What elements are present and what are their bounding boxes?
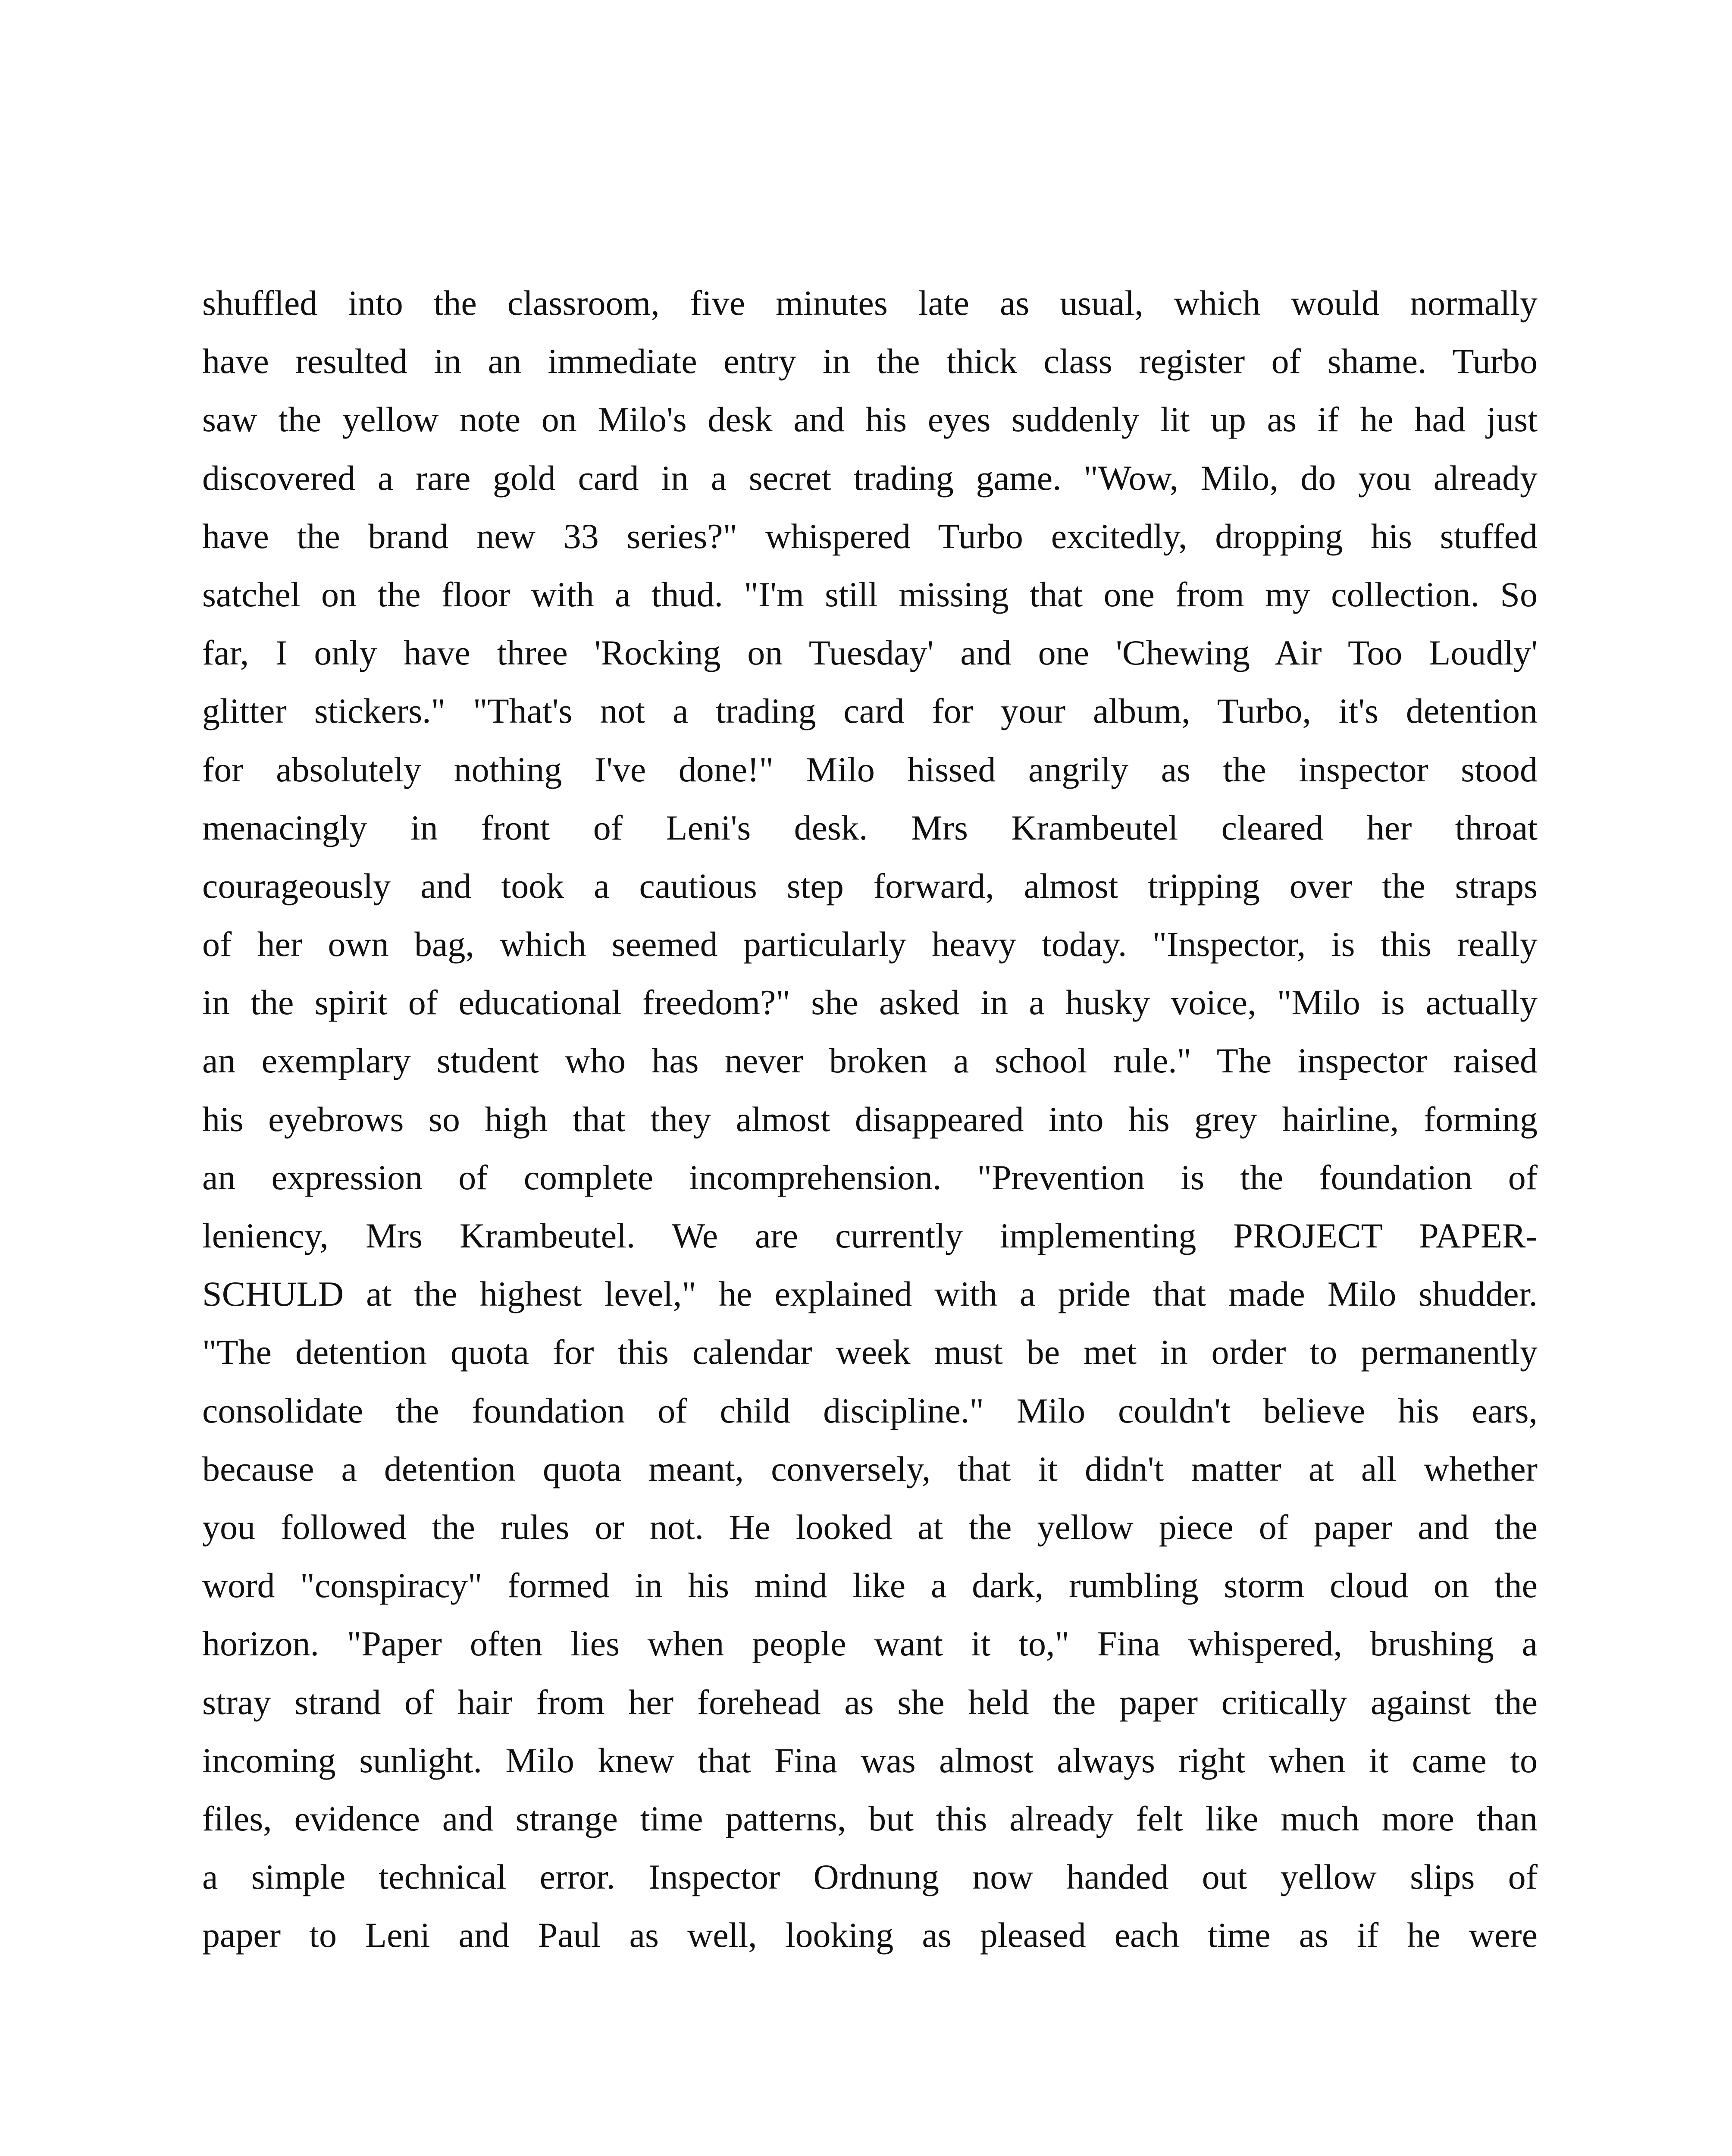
text-line: menacingly in front of Leni's desk. Mrs Krambeutel cleared her throat (202, 808, 1538, 847)
text-line: discovered a rare gold card in a secret trading game. "Wow, Milo, do you already (202, 458, 1538, 498)
body-text (202, 274, 1538, 1964)
text-line: word "conspiracy" formed in his mind like a dark, rumbling storm cloud on the (202, 1566, 1538, 1605)
text-line: SCHULD at the highest level," he explained with a pride that made Milo shudder. (202, 1274, 1538, 1314)
text-line: far, I only have three 'Rocking on Tuesday' and one 'Chewing Air Too Loudly' (202, 633, 1538, 673)
text-line: paper to Leni and Paul as well, looking as pleased each time as if he were (202, 1915, 1538, 1955)
text-line: consolidate the foundation of child discipline." Milo couldn't believe his ears, (202, 1391, 1538, 1430)
text-line: incoming sunlight. Milo knew that Fina was almost always right when it came to (202, 1740, 1538, 1780)
text-line: a simple technical error. Inspector Ordnung now handed out yellow slips of (202, 1857, 1538, 1897)
text-line: of her own bag, which seemed particularly heavy today. "Inspector, is this really (202, 924, 1538, 964)
text-line: have the brand new 33 series?" whispered Turbo excitedly, dropping his stuffed (202, 516, 1538, 556)
text-line: for absolutely nothing I've done!" Milo hissed angrily as the inspector stood (202, 749, 1538, 789)
text-line: because a detention quota meant, conversely, that it didn't matter at all whether (202, 1449, 1538, 1489)
text-line: leniency, Mrs Krambeutel. We are currently implementing PROJECT PAPER- (202, 1216, 1538, 1255)
text-line: "The detention quota for this calendar week must be met in order to permanently (202, 1332, 1538, 1372)
text-line: shuffled into the classroom, five minutes late as usual, which would normally (202, 283, 1538, 323)
text-line: horizon. "Paper often lies when people want it to," Fina whispered, brushing a (202, 1624, 1538, 1664)
text-line: an expression of complete incomprehension. "Prevention is the foundation of (202, 1157, 1538, 1197)
text-line: files, evidence and strange time patterns, but this already felt like much more than (202, 1799, 1538, 1838)
text-line: courageously and took a cautious step forward, almost tripping over the straps (202, 866, 1538, 906)
text-line: stray strand of hair from her forehead as she held the paper critically against the (202, 1682, 1538, 1722)
text-line: satchel on the floor with a thud. "I'm still missing that one from my collection. So (202, 574, 1538, 614)
text-line: you followed the rules or not. He looked at the yellow piece of paper and the (202, 1507, 1538, 1547)
text-line: have resulted in an immediate entry in the thick class register of shame. Turbo (202, 342, 1538, 381)
text-line: in the spirit of educational freedom?" she asked in a husky voice, "Milo is actually (202, 983, 1538, 1022)
text-line: his eyebrows so high that they almost disappeared into his grey hairline, forming (202, 1099, 1538, 1139)
text-line: an exemplary student who has never broken a school rule." The inspector raised (202, 1041, 1538, 1081)
text-line: saw the yellow note on Milo's desk and his eyes suddenly lit up as if he had just (202, 400, 1538, 439)
text-line: glitter stickers." "That's not a trading card for your album, Turbo, it's detention (202, 691, 1538, 731)
